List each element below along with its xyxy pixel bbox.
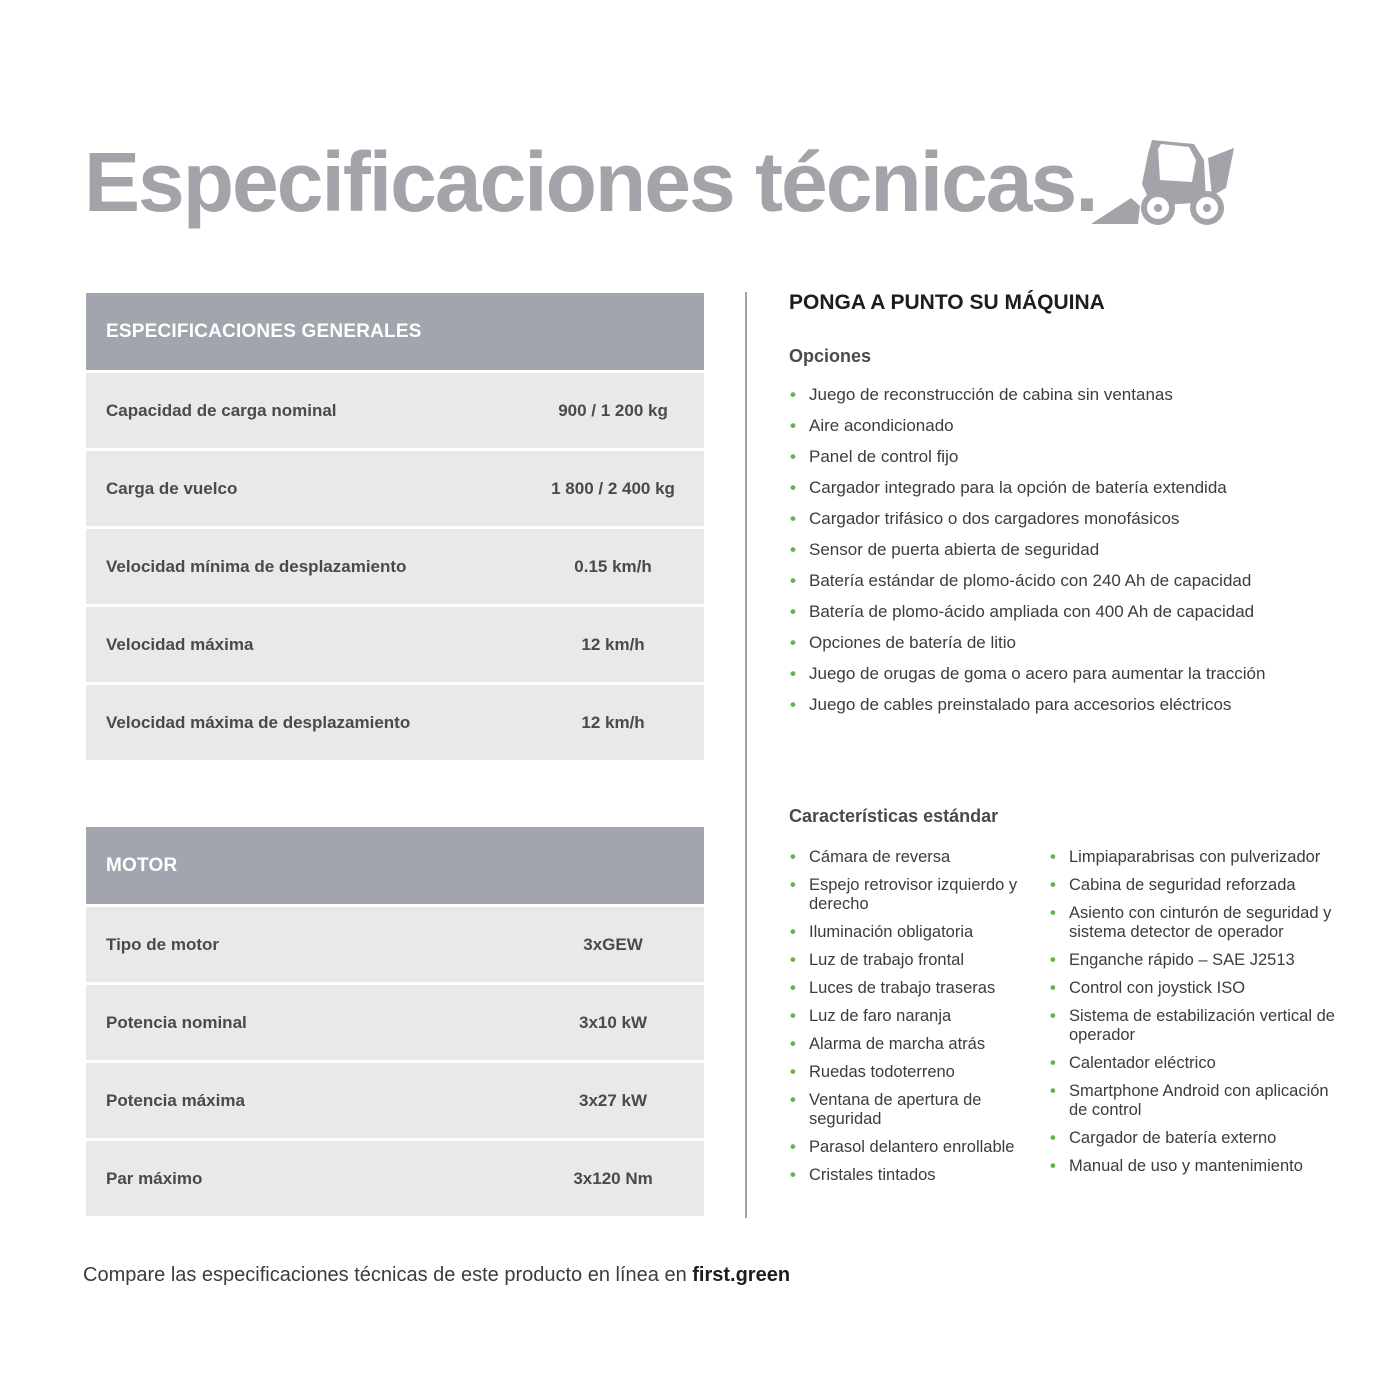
table-row — [86, 1141, 704, 1216]
bullet-icon: • — [1050, 1082, 1056, 1100]
spec-label: Velocidad máxima de desplazamiento — [106, 712, 411, 732]
list-item: • Espejo retrovisor izquierdo y derecho — [790, 876, 1018, 913]
table-row — [86, 607, 704, 682]
bullet-icon: • — [790, 923, 796, 941]
list-item: • Smartphone Android con aplicación de control — [1050, 1082, 1329, 1119]
list-item: • Juego de reconstrucción de cabina sin ventanas — [789, 383, 1349, 414]
bullet-icon: • — [790, 1091, 796, 1109]
bullet-icon: • — [790, 416, 796, 435]
list-item: • Juego de orugas de goma o acero para aumentar la tracción — [789, 662, 1349, 693]
bullet-icon: • — [1050, 848, 1056, 866]
bullet-icon: • — [790, 1166, 796, 1184]
table-row — [86, 373, 704, 448]
spec-value: 12 km/h — [581, 634, 645, 654]
list-item: • Cabina de seguridad reforzada — [1050, 876, 1296, 894]
list-item: • Alarma de marcha atrás — [790, 1035, 986, 1053]
list-item: • Aire acondicionado — [789, 414, 1349, 445]
spec-label: Potencia máxima — [106, 1090, 245, 1110]
spec-value: 3x10 kW — [579, 1012, 648, 1032]
bullet-icon: • — [1050, 951, 1056, 969]
spec-value: 1 800 / 2 400 kg — [551, 478, 675, 498]
bullet-icon: • — [790, 979, 796, 997]
list-item: • Enganche rápido – SAE J2513 — [1050, 951, 1295, 969]
spec-value: 3x120 Nm — [573, 1168, 653, 1188]
bullet-icon: • — [790, 540, 796, 559]
bullet-icon: • — [790, 1138, 796, 1156]
bullet-icon: • — [1050, 1157, 1056, 1175]
list-item: • Sistema de estabilización vertical de operador — [1050, 1007, 1335, 1044]
bullet-icon: • — [790, 385, 796, 404]
bullet-icon: • — [790, 571, 796, 590]
list-item: • Manual de uso y mantenimiento — [1050, 1157, 1303, 1175]
spec-label: Tipo de motor — [106, 934, 220, 954]
upgrade-heading: PONGA A PUNTO SU MÁQUINA — [789, 291, 1105, 314]
list-item: • Cargador integrado para la opción de batería extendida — [789, 476, 1349, 507]
table-row — [86, 1063, 704, 1138]
motor-heading: MOTOR — [86, 827, 704, 904]
general-specs-heading: ESPECIFICACIONES GENERALES — [86, 293, 704, 370]
spec-value: 12 km/h — [581, 712, 645, 732]
bullet-icon: • — [1050, 876, 1056, 894]
spec-label: Velocidad máxima — [106, 634, 254, 654]
footer-text: Compare las especificaciones técnicas de este producto en línea en — [83, 1264, 693, 1286]
bullet-icon: • — [1050, 1007, 1056, 1025]
spec-label: Capacidad de carga nominal — [106, 400, 337, 420]
options-list — [789, 383, 1349, 724]
bullet-icon: • — [790, 876, 796, 894]
bullet-icon: • — [790, 664, 796, 683]
bullet-icon: • — [790, 478, 796, 497]
bullet-icon: • — [790, 695, 796, 714]
table-row — [86, 685, 704, 760]
table-row — [86, 451, 704, 526]
list-item: • Luz de faro naranja — [790, 1007, 952, 1025]
standard-features-list-left — [789, 848, 1039, 1194]
list-item: • Ventana de apertura de seguridad — [790, 1091, 982, 1128]
list-item: • Asiento con cinturón de seguridad y sistema detector de operador — [1050, 904, 1332, 941]
list-item: • Cargador de batería externo — [1050, 1129, 1277, 1147]
spec-value: 3xGEW — [583, 934, 643, 954]
list-item: • Juego de cables preinstalado para accesorios eléctricos — [789, 693, 1349, 724]
bullet-icon: • — [790, 1035, 796, 1053]
list-item: • Opciones de batería de litio — [789, 631, 1349, 662]
standard-features-heading: Características estándar — [789, 806, 999, 826]
bullet-icon: • — [1050, 1129, 1056, 1147]
spec-label: Carga de vuelco — [106, 478, 238, 498]
spec-label: Par máximo — [106, 1168, 203, 1188]
footer-note — [83, 1264, 790, 1287]
bullet-icon: • — [790, 447, 796, 466]
table-row — [86, 907, 704, 982]
motor-specs-table — [86, 827, 704, 1216]
bullet-icon: • — [1050, 904, 1056, 922]
bullet-icon: • — [790, 951, 796, 969]
list-item: • Batería de plomo-ácido ampliada con 400 Ah de capacidad — [789, 600, 1349, 631]
list-item: • Sensor de puerta abierta de seguridad — [789, 538, 1349, 569]
website-link[interactable]: first.green — [692, 1264, 791, 1286]
list-item: • Cargador trifásico o dos cargadores monofásicos — [789, 507, 1349, 538]
bullet-icon: • — [1050, 979, 1056, 997]
options-heading: Opciones — [789, 346, 872, 366]
bullet-icon: • — [790, 633, 796, 652]
list-item: • Luz de trabajo frontal — [790, 951, 965, 969]
list-item: • Luces de trabajo traseras — [790, 979, 996, 997]
page-title: Especificaciones técnicas. — [84, 135, 1097, 229]
list-item: • Batería estándar de plomo-ácido con 240 Ah de capacidad — [789, 569, 1349, 600]
table-row — [86, 985, 704, 1060]
column-divider — [745, 292, 747, 1218]
bullet-icon: • — [790, 602, 796, 621]
spec-value: 900 / 1 200 kg — [558, 400, 668, 420]
list-item: • Ruedas todoterreno — [790, 1063, 955, 1081]
spec-label: Potencia nominal — [106, 1012, 247, 1032]
bullet-icon: • — [1050, 1054, 1056, 1072]
bullet-icon: • — [790, 1063, 796, 1081]
spec-value: 0.15 km/h — [574, 556, 652, 576]
spec-value: 3x27 kW — [579, 1090, 648, 1110]
list-item: • Limpiaparabrisas con pulverizador — [1050, 848, 1321, 866]
skid-steer-loader-icon — [1086, 136, 1236, 231]
standard-features-list-right — [1049, 848, 1349, 1185]
bullet-icon: • — [790, 509, 796, 528]
spec-label: Velocidad mínima de desplazamiento — [106, 556, 407, 576]
bullet-icon: • — [790, 848, 796, 866]
bullet-icon: • — [790, 1007, 796, 1025]
general-specs-table — [86, 293, 704, 760]
list-item: • Parasol delantero enrollable — [790, 1138, 1015, 1156]
table-row — [86, 529, 704, 604]
list-item: • Cristales tintados — [790, 1166, 936, 1184]
list-item: • Calentador eléctrico — [1050, 1054, 1216, 1072]
list-item: • Iluminación obligatoria — [790, 923, 974, 941]
list-item: • Control con joystick ISO — [1050, 979, 1246, 997]
list-item: • Panel de control fijo — [789, 445, 1349, 476]
list-item: • Cámara de reversa — [790, 848, 951, 866]
